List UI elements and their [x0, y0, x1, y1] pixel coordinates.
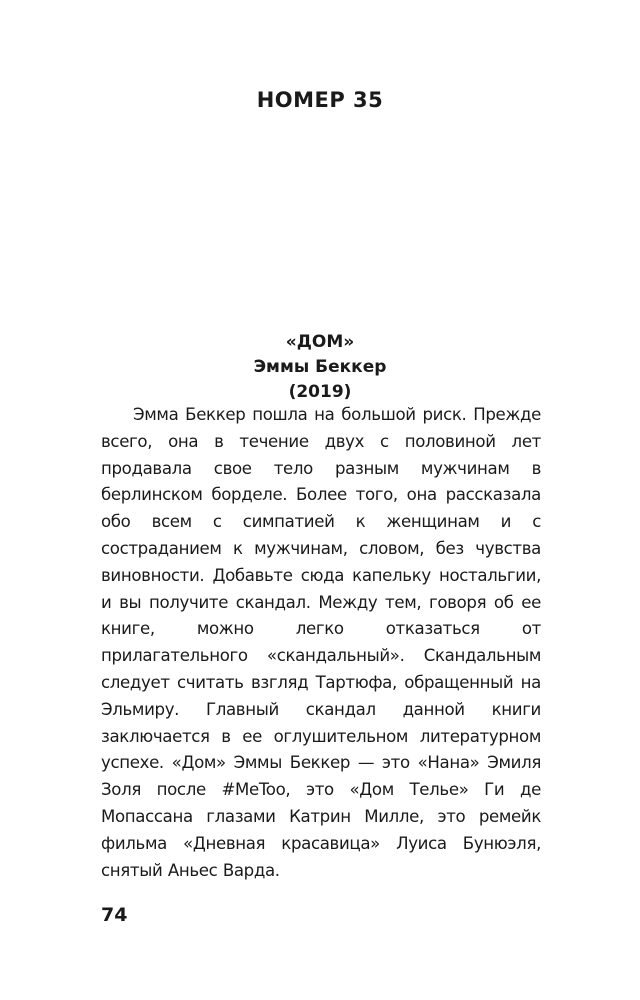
- body-paragraph: Эмма Беккер пошла на большой риск. Прежде всего, она в течение двух с половиной лет продавала свое тело разным мужчинам в берлинском борделе. Более того, она рассказала обо всем с симпатией к женщинам и с состраданием к мужчинам, словом, без чувства виновности. Добавьте сюда капельку ностальгии, и вы получите скандал. Между тем, говоря об ее книге, можно легко отказаться от прилагательного «скандальный». Скандальным следует считать взгляд Тартюфа, обращенный на Эльмиру. Главный скандал данной книги заключается в ее оглушительном литературном успехе. «Дом» Эммы Беккер — это «Нана» Эмиля Золя после #MeToo, это «Дом Телье» Ги де Мопассана глазами Катрин Милле, это ремейк фильма «Дневная красавица» Луиса Бунюэля, снятый Аньес Варда.: [101, 405, 541, 880]
- book-year: (2019): [288, 382, 352, 402]
- page-number: 74: [101, 904, 128, 926]
- book-heading: [0, 330, 640, 405]
- book-author: Эммы Беккер: [253, 357, 387, 377]
- chapter-title: НОМЕР 35: [256, 88, 384, 112]
- book-title: «ДОМ»: [285, 332, 355, 352]
